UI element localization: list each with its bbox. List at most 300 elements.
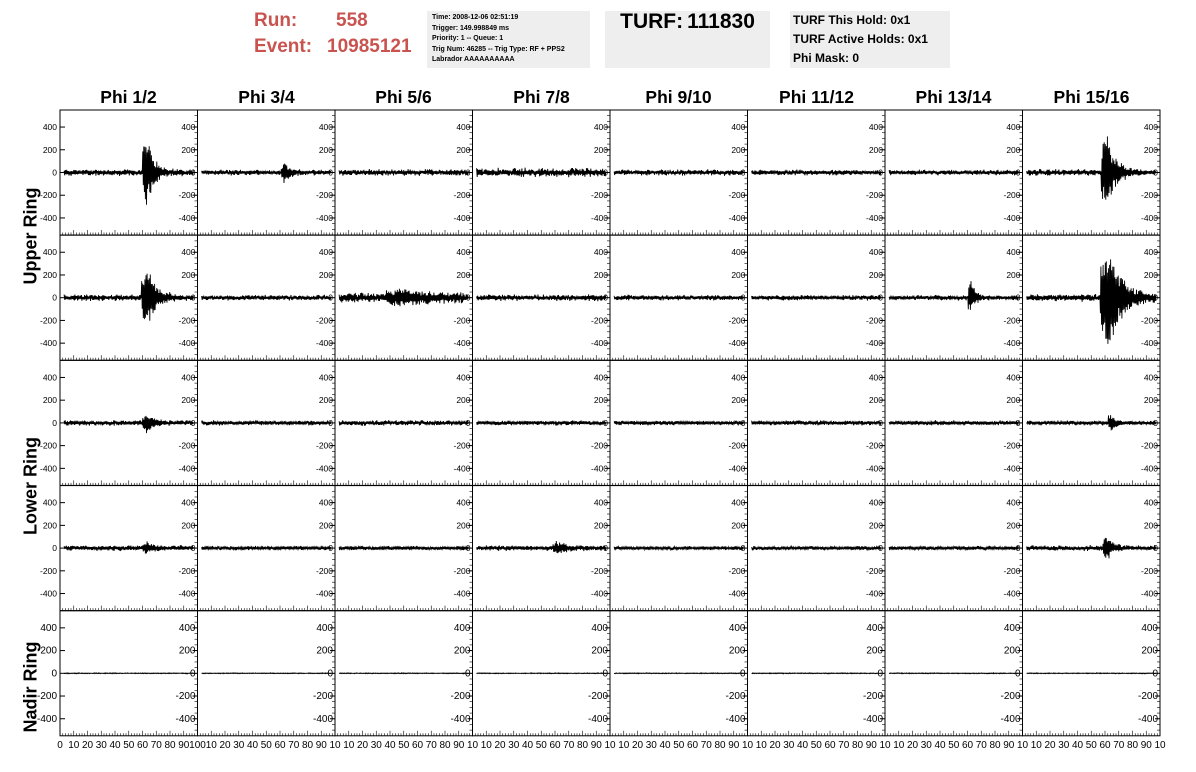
y-tick-label: -400	[178, 338, 196, 349]
y-tick-label: 400	[1143, 122, 1158, 133]
y-tick-label: -400	[1000, 713, 1021, 725]
waveform-trace	[64, 541, 193, 553]
x-tick-label: 10	[343, 739, 355, 751]
y-tick-label: -400	[1140, 212, 1158, 223]
y-tick-label: 0	[465, 292, 471, 303]
y-tick-label: -400	[728, 463, 746, 474]
waveform-panel	[40, 235, 198, 360]
y-tick-label: -400	[1137, 713, 1158, 725]
waveform-panel	[198, 360, 336, 485]
y-tick-label: 400	[728, 622, 746, 634]
y-tick-label: 200	[181, 520, 196, 531]
y-tick-label: 0	[740, 417, 746, 428]
y-tick-label: 200	[181, 269, 196, 280]
y-tick-label: 0	[740, 167, 746, 178]
y-tick-label: 200	[181, 144, 196, 155]
y-tick-label: 400	[868, 372, 883, 383]
waveform-trace	[64, 416, 193, 433]
y-tick-label: 0	[878, 417, 883, 428]
x-tick-label: 10	[1016, 739, 1029, 751]
y-tick-label: 0	[1014, 668, 1021, 680]
y-tick-label: 400	[1143, 247, 1158, 258]
y-tick-label: -400	[590, 212, 608, 223]
waveform-panel	[748, 611, 891, 751]
y-tick-label: 200	[868, 144, 883, 155]
waveform-panel	[335, 486, 473, 611]
y-tick-label: -200	[453, 440, 471, 451]
y-tick-label: 0	[1153, 292, 1158, 303]
y-tick-label: -400	[728, 338, 746, 349]
y-tick-label: 0	[328, 543, 333, 554]
x-tick-label: 10	[618, 739, 630, 751]
y-tick-label: 200	[42, 144, 57, 155]
x-tick-label: 30	[233, 739, 245, 751]
y-tick-label: -400	[315, 212, 333, 223]
waveform-panel	[885, 110, 1023, 235]
y-tick-label: 400	[1003, 622, 1021, 634]
y-tick-label: 400	[318, 372, 333, 383]
y-tick-label: -400	[590, 463, 608, 474]
waveform-trace	[752, 292, 883, 303]
y-tick-label: 0	[1015, 417, 1021, 428]
run-label: Run:	[254, 10, 298, 31]
x-tick-label: 10	[1154, 739, 1166, 751]
waveform-panel	[1023, 360, 1161, 485]
x-tick-label: 10	[755, 739, 767, 751]
waveform-panel	[473, 110, 611, 235]
waveform-trace	[889, 170, 1018, 176]
y-tick-label: 200	[593, 269, 608, 280]
y-tick-label: 0	[1153, 167, 1158, 178]
y-tick-label: 0	[327, 668, 333, 680]
y-tick-label: -400	[175, 713, 196, 725]
row-label: Lower Ring	[20, 437, 41, 535]
y-tick-label: 400	[181, 122, 196, 133]
event-label: Event:	[254, 36, 313, 57]
waveform-panel	[748, 486, 886, 611]
x-tick-label: 10	[466, 739, 479, 751]
y-tick-label: -200	[862, 691, 883, 703]
waveform-trace	[202, 420, 331, 425]
y-tick-label: -200	[453, 190, 471, 201]
y-tick-label: 200	[1143, 520, 1158, 531]
y-tick-label: -200	[178, 565, 196, 576]
waveform-panel	[473, 486, 611, 611]
x-tick-label: 80	[1126, 739, 1139, 751]
waveform-panel	[473, 360, 611, 485]
y-tick-label: 400	[866, 622, 883, 634]
y-tick-label: 0	[740, 543, 746, 554]
y-tick-label: 0	[190, 292, 196, 303]
x-tick-label: 60	[136, 739, 149, 751]
waveform-panel	[198, 235, 336, 360]
waveform-panel	[610, 611, 753, 751]
y-tick-label: 200	[868, 269, 883, 280]
y-tick-label: 200	[42, 269, 57, 280]
x-tick-label: 40	[659, 739, 671, 751]
y-tick-label: 200	[316, 645, 333, 657]
y-tick-label: 0	[464, 668, 471, 680]
y-tick-label: -200	[315, 315, 333, 326]
y-tick-label: -200	[36, 691, 57, 703]
y-tick-label: -400	[590, 588, 608, 599]
info-trigger: Trigger: 149.998849 ms	[432, 24, 510, 32]
y-tick-label: -200	[1000, 691, 1021, 703]
y-tick-label: 400	[591, 622, 608, 634]
y-tick-label: -200	[865, 315, 883, 326]
waveform-trace	[1027, 415, 1156, 430]
x-tick-label: 50	[260, 739, 272, 751]
x-tick-label: 90	[865, 739, 877, 751]
x-tick-label: 60	[824, 739, 836, 751]
waveform-trace	[889, 546, 1018, 550]
y-tick-label: 0	[1015, 167, 1021, 178]
x-tick-label: 10	[604, 739, 616, 751]
y-tick-label: 0	[51, 668, 57, 680]
y-tick-label: -400	[865, 338, 883, 349]
waveform-trace	[64, 144, 196, 204]
y-tick-label: 400	[868, 497, 883, 508]
y-tick-label: -200	[725, 691, 746, 703]
y-tick-label: 200	[1143, 395, 1158, 406]
y-tick-label: 400	[456, 247, 471, 258]
x-tick-label: 50	[810, 739, 822, 751]
y-tick-label: 0	[739, 668, 746, 680]
y-tick-label: 0	[878, 543, 883, 554]
y-tick-label: -200	[728, 315, 746, 326]
waveform-panel	[885, 486, 1023, 611]
y-tick-label: 200	[318, 520, 333, 531]
y-tick-label: -400	[178, 588, 196, 599]
x-tick-label: 20	[219, 739, 231, 751]
y-tick-label: 200	[731, 269, 746, 280]
y-tick-label: 400	[1006, 372, 1021, 383]
y-tick-label: 200	[593, 520, 608, 531]
y-tick-label: -200	[1003, 565, 1021, 576]
y-tick-label: 200	[1143, 144, 1158, 155]
y-tick-label: 200	[40, 645, 57, 657]
x-tick-label: 80	[164, 739, 176, 751]
y-tick-label: -200	[728, 440, 746, 451]
turf-active-holds: TURF Active Holds: 0x1	[793, 32, 928, 46]
x-tick-label: 20	[494, 739, 506, 751]
x-tick-label: 80	[576, 739, 589, 751]
waveform-trace	[477, 294, 606, 301]
y-tick-label: 0	[602, 668, 608, 680]
x-tick-label: 50	[123, 739, 135, 751]
x-tick-label: 70	[975, 739, 987, 751]
y-tick-label: -400	[728, 212, 746, 223]
waveform-trace	[477, 541, 606, 553]
y-tick-label: 0	[465, 543, 471, 554]
y-tick-label: 200	[1003, 645, 1021, 657]
y-tick-label: -200	[178, 190, 196, 201]
y-tick-label: 400	[731, 497, 746, 508]
x-tick-label: 40	[934, 739, 946, 751]
y-tick-label: -200	[1003, 440, 1021, 451]
y-tick-label: 400	[456, 497, 471, 508]
y-tick-label: -200	[1003, 315, 1021, 326]
y-tick-label: 400	[456, 122, 471, 133]
waveform-panel	[610, 486, 748, 611]
x-tick-label: 20	[906, 739, 919, 751]
y-tick-label: 0	[465, 417, 471, 428]
waveform-panel	[335, 235, 473, 360]
info-time: Time: 2008-12-06 02:51:19	[432, 14, 519, 21]
y-tick-label: 400	[1006, 122, 1021, 133]
y-tick-label: -400	[728, 588, 746, 599]
waveform-panel	[748, 235, 886, 360]
y-tick-label: 200	[591, 645, 608, 657]
x-tick-label: 70	[425, 739, 437, 751]
y-tick-label: 200	[453, 645, 471, 657]
waveform-panel	[335, 611, 478, 751]
waveform-panel	[473, 235, 611, 360]
y-tick-label: 200	[318, 395, 333, 406]
event-value: 10985121	[327, 36, 412, 57]
y-tick-label: 400	[42, 247, 57, 258]
waveform-panel	[885, 611, 1028, 751]
y-tick-label: 200	[1006, 395, 1021, 406]
waveform-panel	[610, 360, 748, 485]
x-tick-label: 90	[315, 739, 327, 751]
y-tick-label: -400	[1003, 338, 1021, 349]
waveform-panel	[885, 360, 1023, 485]
y-tick-label: 400	[453, 622, 471, 634]
column-header: Phi 1/2	[100, 87, 157, 107]
x-tick-label: 80	[714, 739, 726, 751]
waveform-panel	[198, 486, 336, 611]
x-tick-label: 10	[893, 739, 905, 751]
waveform-trace	[1027, 673, 1156, 674]
info-labrador: Labrador AAAAAAAAAA	[432, 56, 515, 63]
x-tick-label: 40	[246, 739, 259, 751]
x-tick-label: 30	[783, 739, 795, 751]
column-header: Phi 3/4	[238, 87, 295, 107]
y-tick-label: 200	[456, 144, 471, 155]
waveform-panel	[610, 235, 748, 360]
waveform-panel	[335, 360, 473, 485]
y-tick-label: -400	[450, 713, 471, 725]
waveform-panel	[40, 486, 198, 611]
y-tick-label: -200	[39, 190, 57, 201]
x-tick-label: 90	[453, 739, 465, 751]
y-tick-label: 400	[42, 372, 57, 383]
y-tick-label: -200	[453, 315, 471, 326]
y-tick-label: -400	[39, 588, 57, 599]
y-tick-label: 400	[593, 497, 608, 508]
y-tick-label: -200	[178, 315, 196, 326]
y-tick-label: 0	[603, 167, 608, 178]
y-tick-label: -400	[39, 463, 57, 474]
waveform-panel	[198, 611, 341, 751]
x-tick-label: 40	[1071, 739, 1084, 751]
y-tick-label: -200	[587, 691, 608, 703]
x-tick-label: 90	[728, 739, 740, 751]
y-tick-label: -200	[315, 440, 333, 451]
x-tick-label: 30	[370, 739, 382, 751]
y-tick-label: 400	[1143, 497, 1158, 508]
y-tick-label: 0	[189, 668, 196, 680]
y-tick-label: 400	[593, 372, 608, 383]
x-tick-label: 40	[384, 739, 396, 751]
y-tick-label: 400	[593, 122, 608, 133]
column-header: Phi 9/10	[645, 87, 712, 107]
y-tick-label: 400	[1006, 247, 1021, 258]
y-tick-label: -400	[39, 212, 57, 223]
y-tick-label: 200	[868, 520, 883, 531]
waveform-trace	[202, 292, 333, 303]
x-tick-label: 60	[686, 739, 699, 751]
y-tick-label: -400	[39, 338, 57, 349]
waveform-trace	[614, 673, 743, 674]
y-tick-label: 0	[328, 292, 333, 303]
y-tick-label: 0	[603, 543, 608, 554]
y-tick-label: -400	[1003, 588, 1021, 599]
y-tick-label: -400	[178, 212, 196, 223]
x-tick-label: 10	[480, 739, 492, 751]
row-label: Upper Ring	[20, 187, 41, 285]
y-tick-label: 400	[593, 247, 608, 258]
y-tick-label: 400	[42, 122, 57, 133]
waveform-trace	[752, 546, 881, 550]
x-tick-label: 80	[301, 739, 314, 751]
y-tick-label: -200	[728, 565, 746, 576]
y-tick-label: 0	[52, 417, 57, 428]
waveform-trace	[477, 420, 606, 425]
x-tick-label: 60	[411, 739, 424, 751]
y-tick-label: 400	[316, 622, 333, 634]
waveform-trace	[1027, 538, 1156, 558]
column-header: Phi 7/8	[513, 87, 570, 107]
waveform-trace	[752, 673, 881, 674]
x-tick-label: 60	[961, 739, 974, 751]
waveform-panel	[885, 235, 1023, 360]
waveform-trace	[339, 169, 468, 176]
y-tick-label: -200	[39, 565, 57, 576]
x-tick-label: 90	[178, 739, 190, 751]
x-tick-label: 50	[1085, 739, 1097, 751]
waveform-trace	[614, 546, 743, 550]
y-tick-label: 0	[52, 292, 57, 303]
turf-label: TURF:	[620, 10, 684, 33]
waveform-trace	[339, 420, 468, 426]
y-tick-label: 400	[318, 247, 333, 258]
y-tick-label: 400	[178, 622, 196, 634]
x-tick-label: 50	[948, 739, 960, 751]
y-tick-label: 400	[181, 372, 196, 383]
waveform-trace	[752, 420, 881, 425]
x-tick-label: 100	[189, 739, 206, 751]
y-tick-label: 400	[318, 497, 333, 508]
y-tick-label: 200	[42, 520, 57, 531]
y-tick-label: 0	[190, 167, 196, 178]
y-tick-label: -200	[1140, 190, 1158, 201]
y-tick-label: -400	[312, 713, 333, 725]
y-tick-label: 400	[731, 122, 746, 133]
y-tick-label: 200	[593, 144, 608, 155]
y-tick-label: -200	[315, 565, 333, 576]
y-tick-label: -400	[587, 713, 608, 725]
waveform-trace	[889, 673, 1018, 674]
y-tick-label: 200	[1143, 269, 1158, 280]
x-tick-label: 40	[109, 739, 121, 751]
y-tick-label: -200	[175, 691, 196, 703]
y-tick-label: -400	[453, 338, 471, 349]
waveform-panel	[1023, 486, 1161, 611]
x-tick-label: 30	[920, 739, 932, 751]
y-tick-label: -400	[590, 338, 608, 349]
y-tick-label: 200	[318, 144, 333, 155]
y-tick-label: -200	[39, 440, 57, 451]
y-tick-label: 400	[731, 247, 746, 258]
x-tick-label: 70	[563, 739, 575, 751]
waveform-trace	[202, 546, 331, 551]
y-tick-label: 0	[740, 292, 746, 303]
x-tick-label: 30	[645, 739, 657, 751]
y-tick-label: -200	[590, 315, 608, 326]
waveform-trace	[339, 673, 468, 674]
y-tick-label: 0	[878, 292, 883, 303]
x-tick-label: 30	[1058, 739, 1070, 751]
waveform-trace	[339, 546, 468, 550]
x-tick-label: 80	[851, 739, 864, 751]
y-tick-label: 400	[1143, 372, 1158, 383]
y-tick-label: -400	[862, 713, 883, 725]
x-tick-label: 10	[1030, 739, 1042, 751]
y-tick-label: 200	[178, 645, 196, 657]
y-tick-label: 0	[190, 543, 196, 554]
y-tick-label: -200	[865, 440, 883, 451]
waveform-panel	[335, 110, 473, 235]
y-tick-label: -200	[590, 440, 608, 451]
x-tick-label: 20	[81, 739, 94, 751]
waveform-panel	[473, 611, 616, 751]
y-tick-label: 0	[603, 292, 608, 303]
x-tick-label: 10	[68, 739, 80, 751]
y-tick-label: -200	[178, 440, 196, 451]
waveform-panel	[40, 110, 198, 235]
x-tick-label: 30	[95, 739, 107, 751]
turf-this-hold: TURF This Hold: 0x1	[793, 13, 911, 27]
x-tick-label: 10	[741, 739, 754, 751]
y-tick-label: 200	[1006, 269, 1021, 280]
y-tick-label: 0	[52, 543, 57, 554]
y-tick-label: 400	[868, 122, 883, 133]
y-tick-label: -200	[1140, 565, 1158, 576]
y-tick-label: 200	[456, 395, 471, 406]
y-tick-label: 400	[456, 372, 471, 383]
x-tick-label: 50	[398, 739, 410, 751]
x-tick-label: 60	[274, 739, 286, 751]
waveform-trace	[477, 168, 606, 178]
x-tick-label: 50	[673, 739, 685, 751]
y-tick-label: -200	[1140, 440, 1158, 451]
y-tick-label: 400	[40, 622, 57, 634]
y-tick-label: 0	[1015, 543, 1021, 554]
x-tick-label: 90	[1003, 739, 1015, 751]
y-tick-label: -200	[865, 565, 883, 576]
waveform-panel	[37, 611, 206, 751]
y-tick-label: 0	[328, 417, 333, 428]
info-trig-num: Trig Num: 46285 -- Trig Type: RF + PPS2	[432, 45, 565, 53]
y-tick-label: 0	[603, 417, 608, 428]
y-tick-label: -200	[312, 691, 333, 703]
x-tick-label: 20	[356, 739, 369, 751]
y-tick-label: -200	[865, 190, 883, 201]
y-tick-label: 0	[1152, 668, 1158, 680]
y-tick-label: -200	[728, 190, 746, 201]
